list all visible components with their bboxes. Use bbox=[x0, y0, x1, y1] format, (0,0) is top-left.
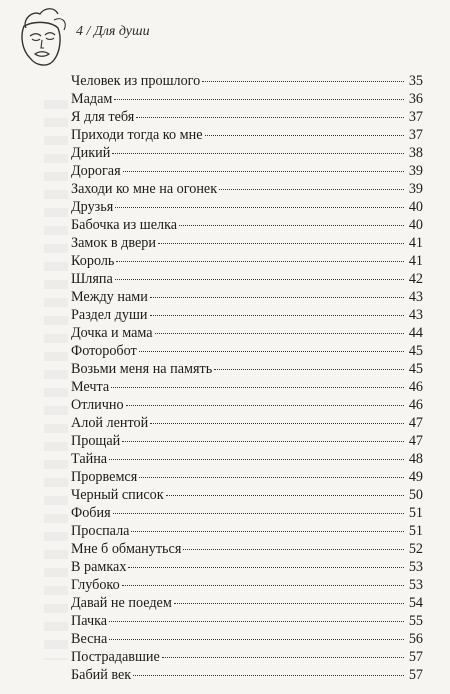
toc-entry bbox=[71, 108, 423, 126]
toc-entry-title: Тайна bbox=[71, 451, 108, 467]
toc-entry-page: 50 bbox=[408, 487, 423, 503]
toc-entry bbox=[71, 396, 423, 414]
toc-entry bbox=[71, 594, 423, 612]
toc-entry bbox=[71, 378, 423, 396]
table-of-contents bbox=[71, 72, 423, 684]
toc-entry-page: 38 bbox=[408, 145, 423, 161]
toc-entry-title: Человек из прошлого bbox=[71, 73, 201, 89]
toc-entry-page: 36 bbox=[408, 91, 423, 107]
toc-entry bbox=[71, 198, 423, 216]
dot-leader bbox=[214, 369, 404, 370]
dot-leader bbox=[114, 99, 404, 100]
toc-entry-title: Алой лентой bbox=[71, 415, 149, 431]
toc-entry bbox=[71, 432, 423, 450]
dot-leader bbox=[162, 657, 404, 658]
dot-leader bbox=[109, 459, 404, 460]
toc-entry bbox=[71, 612, 423, 630]
dot-leader bbox=[122, 441, 404, 442]
toc-entry-title: Замок в двери bbox=[71, 235, 156, 251]
toc-entry-title: Заходи ко мне на огонек bbox=[71, 181, 218, 197]
toc-entry-page: 46 bbox=[408, 379, 423, 395]
toc-entry-page: 53 bbox=[408, 559, 423, 575]
toc-entry-title: Шляпа bbox=[71, 271, 113, 287]
toc-entry bbox=[71, 144, 423, 162]
toc-entry-title: Приходи тогда ко мне bbox=[71, 127, 203, 143]
toc-entry-page: 49 bbox=[408, 469, 423, 485]
toc-entry bbox=[71, 504, 423, 522]
toc-entry bbox=[71, 252, 423, 270]
toc-entry-title: Мечта bbox=[71, 379, 110, 395]
toc-entry-title: Проспала bbox=[71, 523, 130, 539]
dot-leader bbox=[113, 513, 404, 514]
toc-entry-page: 44 bbox=[408, 325, 423, 341]
toc-entry-page: 40 bbox=[408, 199, 423, 215]
toc-entry-page: 46 bbox=[408, 397, 423, 413]
page-header bbox=[18, 6, 218, 72]
toc-entry-title: Мадам bbox=[71, 91, 113, 107]
toc-entry-page: 57 bbox=[408, 667, 423, 683]
dot-leader bbox=[150, 297, 404, 298]
toc-entry-page: 43 bbox=[408, 307, 423, 323]
toc-entry bbox=[71, 126, 423, 144]
dot-leader bbox=[174, 603, 404, 604]
toc-entry-title: Прощай bbox=[71, 433, 121, 449]
toc-entry-page: 43 bbox=[408, 289, 423, 305]
toc-entry-page: 45 bbox=[408, 361, 423, 377]
toc-entry-title: Дочка и мама bbox=[71, 325, 153, 341]
dot-leader bbox=[133, 675, 404, 676]
toc-entry-page: 47 bbox=[408, 433, 423, 449]
toc-entry-title: Пачка bbox=[71, 613, 108, 629]
toc-entry bbox=[71, 486, 423, 504]
toc-entry bbox=[71, 576, 423, 594]
dot-leader bbox=[131, 531, 404, 532]
toc-entry bbox=[71, 360, 423, 378]
toc-entry bbox=[71, 270, 423, 288]
toc-entry-title: Глубоко bbox=[71, 577, 120, 593]
toc-entry bbox=[71, 522, 423, 540]
dot-leader bbox=[109, 639, 404, 640]
dot-leader bbox=[150, 423, 404, 424]
dot-leader bbox=[136, 117, 404, 118]
toc-entry-page: 35 bbox=[408, 73, 423, 89]
dot-leader bbox=[179, 225, 404, 226]
running-head: 4 / Для души bbox=[76, 24, 150, 39]
toc-entry-page: 54 bbox=[408, 595, 423, 611]
toc-entry bbox=[71, 540, 423, 558]
toc-entry-page: 37 bbox=[408, 127, 423, 143]
toc-entry-page: 39 bbox=[408, 163, 423, 179]
toc-entry-page: 51 bbox=[408, 505, 423, 521]
toc-entry-title: Отлично bbox=[71, 397, 124, 413]
dot-leader bbox=[150, 315, 404, 316]
dot-leader bbox=[158, 243, 404, 244]
toc-entry-title: Раздел души bbox=[71, 307, 148, 323]
toc-entry bbox=[71, 468, 423, 486]
dot-leader bbox=[109, 621, 404, 622]
toc-entry-page: 57 bbox=[408, 649, 423, 665]
toc-entry-title: Бабочка из шелка bbox=[71, 217, 178, 233]
dot-leader bbox=[128, 567, 404, 568]
theatre-mask-icon bbox=[18, 6, 74, 72]
dot-leader bbox=[183, 549, 404, 550]
toc-entry-title: Фобия bbox=[71, 505, 111, 521]
dot-leader bbox=[202, 81, 404, 82]
dot-leader bbox=[115, 207, 404, 208]
toc-entry bbox=[71, 648, 423, 666]
toc-entry-title: Давай не поедем bbox=[71, 595, 172, 611]
dot-leader bbox=[219, 189, 404, 190]
toc-entry-page: 47 bbox=[408, 415, 423, 431]
dot-leader bbox=[116, 261, 404, 262]
toc-entry bbox=[71, 324, 423, 342]
dot-leader bbox=[139, 351, 404, 352]
toc-entry bbox=[71, 90, 423, 108]
toc-entry-title: Я для тебя bbox=[71, 109, 135, 125]
toc-entry-page: 56 bbox=[408, 631, 423, 647]
toc-entry bbox=[71, 558, 423, 576]
toc-entry bbox=[71, 180, 423, 198]
dot-leader bbox=[126, 405, 404, 406]
toc-entry bbox=[71, 216, 423, 234]
toc-entry-page: 39 bbox=[408, 181, 423, 197]
toc-entry-page: 53 bbox=[408, 577, 423, 593]
toc-entry-page: 40 bbox=[408, 217, 423, 233]
toc-entry-title: Весна bbox=[71, 631, 108, 647]
toc-entry bbox=[71, 450, 423, 468]
toc-entry-page: 52 bbox=[408, 541, 423, 557]
toc-entry-title: Пострадавшие bbox=[71, 649, 160, 665]
toc-entry-title: Фоторобот bbox=[71, 343, 137, 359]
dot-leader bbox=[115, 279, 404, 280]
toc-entry bbox=[71, 288, 423, 306]
dot-leader bbox=[205, 135, 405, 136]
dot-leader bbox=[111, 387, 404, 388]
toc-entry-page: 41 bbox=[408, 235, 423, 251]
toc-entry bbox=[71, 162, 423, 180]
toc-entry-title: Король bbox=[71, 253, 115, 269]
dot-leader bbox=[112, 153, 404, 154]
toc-entry-title: Дорогая bbox=[71, 163, 121, 179]
toc-entry bbox=[71, 234, 423, 252]
toc-entry-title: Черный список bbox=[71, 487, 164, 503]
toc-entry-title: В рамках bbox=[71, 559, 127, 575]
bleed-through bbox=[44, 100, 68, 660]
toc-entry-page: 51 bbox=[408, 523, 423, 539]
toc-entry-page: 48 bbox=[408, 451, 423, 467]
toc-entry-page: 42 bbox=[408, 271, 423, 287]
dot-leader bbox=[122, 585, 404, 586]
toc-entry-title: Мне б обмануться bbox=[71, 541, 182, 557]
toc-entry-page: 37 bbox=[408, 109, 423, 125]
toc-entry-title: Друзья bbox=[71, 199, 114, 215]
toc-entry bbox=[71, 414, 423, 432]
toc-entry bbox=[71, 72, 423, 90]
toc-entry-page: 55 bbox=[408, 613, 423, 629]
dot-leader bbox=[139, 477, 404, 478]
toc-entry bbox=[71, 306, 423, 324]
toc-entry bbox=[71, 666, 423, 684]
toc-entry-title: Прорвемся bbox=[71, 469, 138, 485]
dot-leader bbox=[123, 171, 404, 172]
toc-entry bbox=[71, 630, 423, 648]
toc-entry-title: Дикий bbox=[71, 145, 111, 161]
toc-entry-title: Между нами bbox=[71, 289, 148, 305]
toc-entry-title: Возьми меня на память bbox=[71, 361, 213, 377]
toc-entry-page: 41 bbox=[408, 253, 423, 269]
toc-entry-page: 45 bbox=[408, 343, 423, 359]
toc-entry-title: Бабий век bbox=[71, 667, 132, 683]
dot-leader bbox=[166, 495, 404, 496]
toc-entry bbox=[71, 342, 423, 360]
dot-leader bbox=[155, 333, 404, 334]
